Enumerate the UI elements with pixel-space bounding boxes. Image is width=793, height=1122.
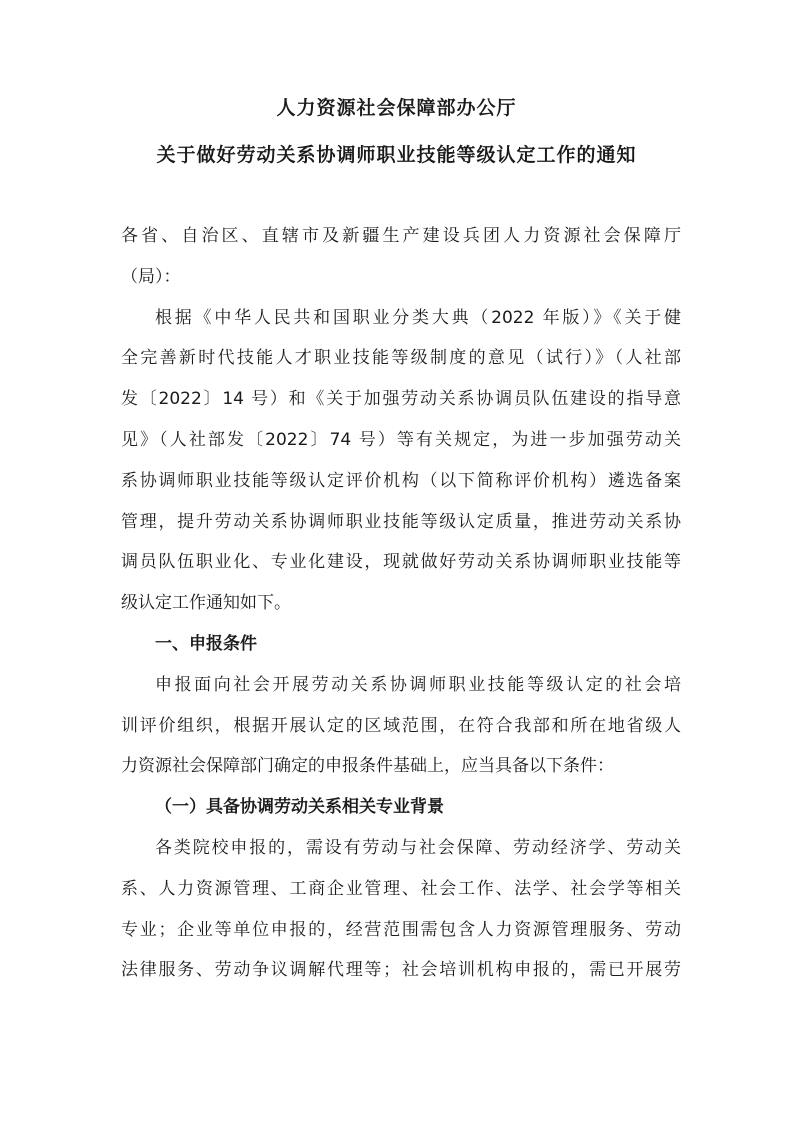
paragraph-line: 各类院校申报的，需设有劳动与社会保障、劳动经济学、劳动关 xyxy=(155,837,681,858)
document-issuer-title: 人力资源社会保障部办公厅 xyxy=(276,97,517,119)
document-main-title: 关于做好劳动关系协调师职业技能等级认定工作的通知 xyxy=(156,144,637,166)
paragraph-line: 法律服务、劳动争议调解代理等；社会培训机构申报的，需已开展劳 xyxy=(121,960,681,981)
paragraph-line: 专业；企业等单位申报的，经营范围需包含人力资源管理服务、劳动 xyxy=(121,919,681,940)
subsection-heading: （一）具备协调劳动关系相关专业背景 xyxy=(155,797,444,818)
paragraph-line: 训评价组织，根据开展认定的区域范围，在符合我部和所在地省级人 xyxy=(121,715,681,736)
paragraph-line: 根据《中华人民共和国职业分类大典（2022 年版）》《关于健 xyxy=(155,307,681,328)
paragraph-line: 见》（人社部发〔2022〕74 号）等有关规定，为进一步加强劳动关 xyxy=(121,429,681,450)
paragraph-line: 系、人力资源管理、工商企业管理、社会工作、法学、社会学等相关 xyxy=(121,878,681,899)
paragraph-line: 调员队伍职业化、专业化建设，现就做好劳动关系协调师职业技能等 xyxy=(121,552,681,573)
salutation-line: 各省、自治区、直辖市及新疆生产建设兵团人力资源社会保障厅 xyxy=(121,226,681,246)
salutation-line: （局）： xyxy=(121,266,181,287)
paragraph-line: 管理，提升劳动关系协调师职业技能等级认定质量，推进劳动关系协 xyxy=(121,511,681,532)
document-body xyxy=(121,216,681,991)
paragraph-line: 系协调师职业技能等级认定评价机构（以下简称评价机构）遴选备案 xyxy=(121,470,681,491)
paragraph-line: 申报面向社会开展劳动关系协调师职业技能等级认定的社会培 xyxy=(155,674,681,695)
paragraph-line: 发〔2022〕14 号）和《关于加强劳动关系协调员队伍建设的指导意 xyxy=(121,389,681,410)
paragraph-line: 级认定工作通知如下。 xyxy=(121,593,291,614)
section-heading: 一、申报条件 xyxy=(155,633,257,654)
paragraph-line: 力资源社会保障部门确定的申报条件基础上，应当具备以下条件： xyxy=(121,756,614,777)
paragraph-line: 全完善新时代技能人才职业技能等级制度的意见（试行）》（人社部 xyxy=(121,348,681,369)
